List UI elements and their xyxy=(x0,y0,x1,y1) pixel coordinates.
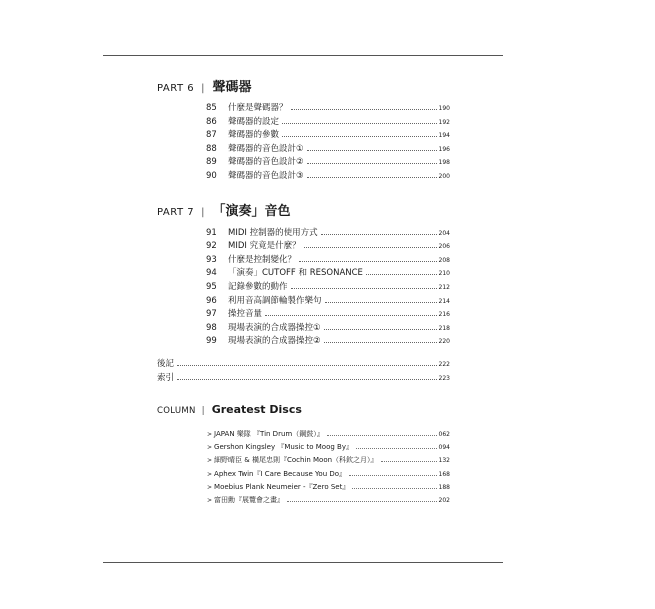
toc-entry[interactable] xyxy=(206,280,450,293)
entry-title: 利用音高調節輪製作樂句 xyxy=(228,296,322,306)
entry-title: 索引 xyxy=(157,373,175,383)
leader-dots xyxy=(324,342,437,343)
entry-title: MIDI 控制器的使用方式 xyxy=(228,228,318,238)
entry-title: 操控音量 xyxy=(228,309,263,319)
arrow-icon: > xyxy=(207,444,213,451)
column-title: Greatest Discs xyxy=(211,403,302,416)
entry-page: 212 xyxy=(438,284,450,291)
entry-title: 什麼是聲碼器？ xyxy=(228,103,288,113)
part6-title: 聲碼器 xyxy=(212,80,252,95)
disc-page: 132 xyxy=(438,457,450,464)
entry-title: 「演奏」CUTOFF 和 RESONANCE xyxy=(228,268,363,278)
disc-page: 188 xyxy=(438,484,450,491)
toc-entry[interactable] xyxy=(206,321,450,334)
leader-dots xyxy=(177,365,437,366)
arrow-icon: > xyxy=(207,497,213,504)
entry-title: 聲碼器的音色設計③ xyxy=(228,171,304,181)
disc-entry[interactable] xyxy=(207,469,450,481)
toc-entry[interactable] xyxy=(206,294,450,307)
toc-entry[interactable] xyxy=(206,334,450,347)
entry-page: 214 xyxy=(438,298,450,305)
entry-title: 現場表演的合成器操控① xyxy=(228,323,321,333)
entry-page: 204 xyxy=(438,230,450,237)
leader-dots xyxy=(291,288,437,289)
entry-title: 聲碼器的音色設計② xyxy=(228,157,304,167)
toc-entry[interactable] xyxy=(206,101,450,114)
arrow-icon: > xyxy=(207,431,213,438)
entry-title: 現場表演的合成器操控② xyxy=(228,336,321,346)
toc-entry[interactable] xyxy=(206,266,450,279)
leader-dots xyxy=(304,247,437,248)
entry-number: 91 xyxy=(206,228,217,238)
leader-dots xyxy=(307,150,437,151)
entry-number: 86 xyxy=(206,117,217,127)
leader-dots xyxy=(366,274,437,275)
top-rule xyxy=(103,55,503,56)
entry-number: 98 xyxy=(206,323,217,333)
leader-dots xyxy=(265,315,437,316)
toc-entry[interactable] xyxy=(206,128,450,141)
disc-entry[interactable] xyxy=(207,495,450,507)
entry-number: 92 xyxy=(206,241,217,251)
disc-page: 094 xyxy=(438,444,450,451)
disc-page: 202 xyxy=(438,497,450,504)
disc-title: Gershon Kingsley 『Music to Moog By』 xyxy=(214,443,353,451)
leader-dots xyxy=(299,261,437,262)
part7-title: 「演奏」音色 xyxy=(212,204,291,219)
entry-page: 206 xyxy=(438,243,450,250)
entry-page: 210 xyxy=(438,270,450,277)
leader-dots xyxy=(324,329,437,330)
entry-number: 95 xyxy=(206,282,217,292)
column-label: COLUMN xyxy=(157,406,196,416)
disc-title: Aphex Twin『I Care Because You Do』 xyxy=(214,470,347,478)
leader-dots xyxy=(287,501,437,502)
leader-dots xyxy=(282,123,437,124)
arrow-icon: > xyxy=(207,457,213,464)
column-separator: | xyxy=(201,406,205,416)
entry-page: 222 xyxy=(438,361,450,368)
entry-number: 97 xyxy=(206,309,217,319)
entry-page: 192 xyxy=(438,119,450,126)
leader-dots xyxy=(325,302,437,303)
leader-dots xyxy=(307,177,437,178)
arrow-icon: > xyxy=(207,471,213,478)
entry-title: MIDI 究竟是什麼？ xyxy=(228,241,301,251)
toc-entry-index[interactable] xyxy=(157,371,450,384)
leader-dots xyxy=(327,435,437,436)
entry-page: 208 xyxy=(438,257,450,264)
toc-entry[interactable] xyxy=(206,239,450,252)
leader-dots xyxy=(349,475,437,476)
entry-number: 99 xyxy=(206,336,217,346)
disc-entry[interactable] xyxy=(207,442,450,454)
disc-page: 168 xyxy=(438,471,450,478)
disc-title: 富田勳『展覽會之畫』 xyxy=(214,496,285,504)
entry-page: 200 xyxy=(438,173,450,180)
leader-dots xyxy=(381,461,437,462)
disc-entry[interactable] xyxy=(207,455,450,467)
leader-dots xyxy=(177,379,437,380)
bottom-rule xyxy=(103,562,503,563)
entry-page: 198 xyxy=(438,159,450,166)
part6-heading xyxy=(157,76,252,95)
entry-number: 87 xyxy=(206,130,217,140)
entry-title: 聲碼器的音色設計① xyxy=(228,144,304,154)
entry-page: 223 xyxy=(438,375,450,382)
entry-title: 後記 xyxy=(157,359,175,369)
leader-dots xyxy=(321,234,437,235)
entry-title: 什麼是控制變化？ xyxy=(228,255,297,265)
leader-dots xyxy=(282,136,437,137)
toc-entry[interactable] xyxy=(206,307,450,320)
entry-page: 216 xyxy=(438,311,450,318)
part7-separator: | xyxy=(201,207,205,218)
entry-page: 190 xyxy=(438,105,450,112)
disc-entry[interactable] xyxy=(207,429,450,441)
leader-dots xyxy=(356,448,437,449)
entry-title: 聲碼器的參數 xyxy=(228,130,280,140)
disc-title: 細野晴臣 & 橫尾忠則『Cochin Moon（科欽之月）』 xyxy=(214,456,378,464)
entry-title: 聲碼器的設定 xyxy=(228,117,280,127)
toc-entry[interactable] xyxy=(206,115,450,128)
entry-page: 218 xyxy=(438,325,450,332)
part7-heading xyxy=(157,200,291,219)
part6-separator: | xyxy=(201,83,205,94)
entry-page: 220 xyxy=(438,338,450,345)
entry-number: 90 xyxy=(206,171,217,181)
entry-page: 194 xyxy=(438,132,450,139)
entry-title: 記錄參數的動作 xyxy=(228,282,288,292)
entry-number: 94 xyxy=(206,268,217,278)
disc-page: 062 xyxy=(438,431,450,438)
entry-number: 85 xyxy=(206,103,217,113)
toc-entry[interactable] xyxy=(206,169,450,182)
part6-label: PART 6 xyxy=(157,83,195,94)
entry-number: 93 xyxy=(206,255,217,265)
disc-title: JAPAN 樂隊 『Tin Drum（鋼鼓）』 xyxy=(214,430,324,438)
toc-entry[interactable] xyxy=(206,226,450,239)
entry-number: 89 xyxy=(206,157,217,167)
toc-entry[interactable] xyxy=(206,142,450,155)
arrow-icon: > xyxy=(207,484,213,491)
toc-entry[interactable] xyxy=(206,155,450,168)
toc-entry-afterword[interactable] xyxy=(157,357,450,370)
part7-label: PART 7 xyxy=(157,207,195,218)
column-heading xyxy=(157,403,302,416)
entry-number: 88 xyxy=(206,144,217,154)
disc-title: Moebius Plank Neumeier -『Zero Set』 xyxy=(214,483,350,491)
toc-entry[interactable] xyxy=(206,253,450,266)
entry-page: 196 xyxy=(438,146,450,153)
entry-number: 96 xyxy=(206,296,217,306)
leader-dots xyxy=(352,488,436,489)
leader-dots xyxy=(291,109,437,110)
disc-entry[interactable] xyxy=(207,482,450,494)
leader-dots xyxy=(307,163,437,164)
